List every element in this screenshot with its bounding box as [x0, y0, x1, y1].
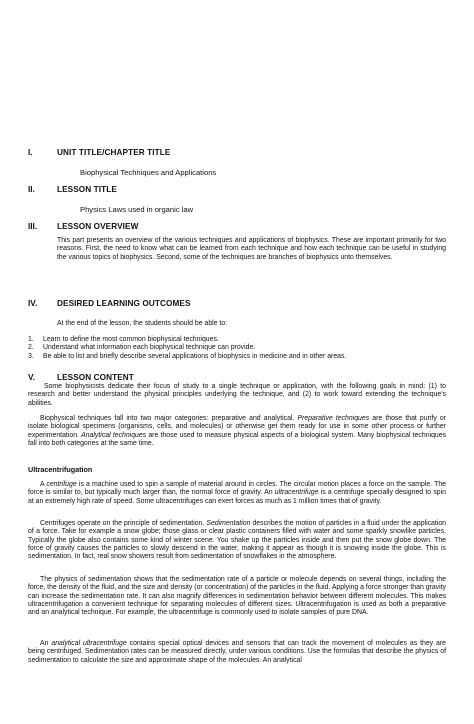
section-4-number: IV.	[28, 299, 38, 308]
section-3-number: III.	[28, 222, 38, 231]
ultra-paragraph-2: Centrifuges operate on the principle of sedimentation. Sedimentation describes the motion of particles in a fluid under the application of a force. Take for example a snow globe; those glass or clear plastic containers filled with water and some sparkly snowlike particles. Typically the globe also contains some kind of winter scene. You shake up the particles inside and then put the snow globe down. The force of gravity causes the particles to slowly descend in the water, making it appear as though it is snowing inside the globe. This is sedimentation. In fact, real snow showers result from sedimentation of snowflakes in the atmosphere.	[28, 520, 446, 561]
content-paragraph-2: Biophysical techniques fall into two major categories: preparative and analytical. Preparative techniques are those that purify or isolate biological specimens (organisms, cells, and molecules) or otherwise get them ready for use in some other process or further experimentation. Analytical techniques are those used to measure physical aspects of a biological system. Many biophysical techniques fall into both categories at the same time.	[28, 415, 447, 447]
section-5-number: V.	[28, 373, 35, 382]
section-1-number: I.	[28, 148, 33, 157]
section-3-title: LESSON OVERVIEW	[57, 222, 139, 231]
list-item: 1. Learn to define the most common biophysical techniques.	[28, 336, 219, 343]
list-item: 3. Be able to list and briefly describe several applications of biophysics in medicine and in other areas.	[28, 352, 347, 360]
section-2-title: LESSON TITLE	[57, 185, 117, 194]
section-1-title: UNIT TITLE/CHAPTER TITLE	[57, 148, 171, 157]
outcomes-intro: At the end of the lesson, the students should be able to:	[57, 320, 228, 327]
section-2-number: II.	[28, 185, 35, 194]
section-4-title: DESIRED LEARNING OUTCOMES	[57, 299, 191, 308]
lesson-title-text: Physics Laws used in organic law	[80, 205, 194, 214]
ultra-paragraph-4: An analytical ultracentrifuge contains special optical devices and sensors that can track the movement of molecules as they are being centrifuged. Sedimentation rates can be measured directly, under various conditions. Use the formulas that describe the physics of sedimentation to calculate the size and approximate shape of the molecules. An analytical	[28, 640, 446, 664]
overview-paragraph: This part presents an overview of the various techniques and applications of biophysics. These are important primarily for two reasons. First, the need to know what can be learned from each technique and how each technique can be useful in studying the various topics of biophysics. Second, some of the techniques are branches of biophysics unto themselves.	[57, 237, 446, 261]
content-paragraph-1: Some biophysicists dedicate their focus of study to a single technique or application, with the following goals in mind: (1) to research and better understand the physical principles underlying the technique, and (2) to work toward extending the technique's abilities.	[28, 383, 446, 407]
ultracentrifugation-heading: Ultracentrifugation	[28, 465, 93, 474]
section-5-title: LESSON CONTENT	[57, 373, 134, 382]
unit-title-text: Biophysical Techniques and Applications	[80, 168, 217, 177]
outcomes-list	[28, 336, 448, 361]
ultra-paragraph-1: A centrifuge is a machine used to spin a sample of material around in circles. The circular motion places a force on the sample. The force is similar to, but typically much larger than, the normal force of gravity. An ultracentrifuge is a centrifuge specially designed to spin at an extremely high rate of speed. Some ultracentrifuges can exert forces as much as 1 million times that of gravity.	[28, 481, 446, 505]
list-item: 2. Understand what information each biophysical technique can provide.	[28, 344, 256, 352]
ultra-paragraph-3: The physics of sedimentation shows that the sedimentation rate of a particle or molecule depends on several things, including the force, the density of the fluid, and the size and density (or concentration) of the particles in the fluid. Applying a force stronger than gravity can increase the sedimentation rate. It can also magnify differences in sedimentation behavior between different molecules. This makes ultracentrifugation a convenient technique for separating molecules of different sizes. Ultracentrifugation is used as both a preparative and an analytical technique. For example, the ultracentrifuge is commonly used to isolate samples of pure DNA.	[28, 576, 446, 617]
